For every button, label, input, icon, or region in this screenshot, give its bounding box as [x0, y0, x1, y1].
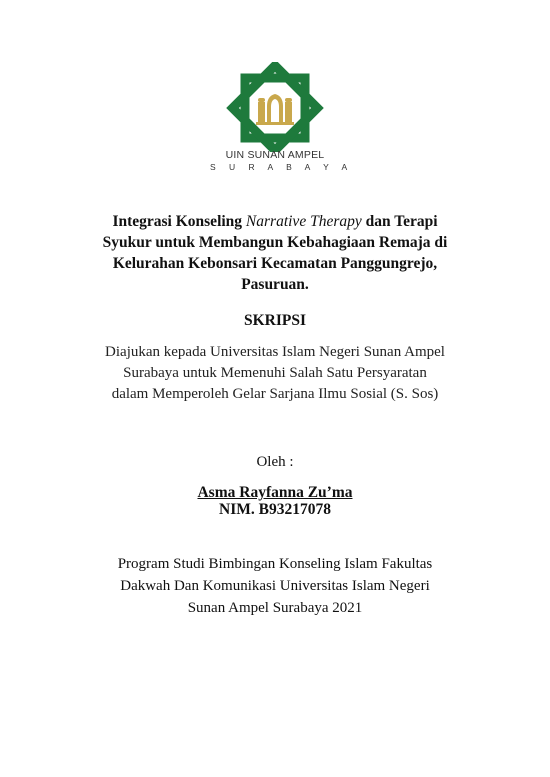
document-type: SKRIPSI	[243, 312, 307, 329]
purpose-statement	[60, 342, 490, 405]
title-line-3: Kelurahan Kebonsari Kecamatan Panggungrejo,	[112, 255, 438, 272]
program-affiliation	[60, 553, 490, 619]
university-city: S U R A B A Y A	[210, 162, 353, 172]
university-name: UIN SUNAN AMPEL	[225, 149, 325, 161]
by-label: Oleh :	[256, 454, 294, 470]
student-id: NIM. B93217078	[219, 501, 331, 518]
purpose-line: Surabaya untuk Memenuhi Salah Satu Persyaratan	[123, 365, 427, 381]
thesis-title	[70, 211, 480, 295]
title-italic-term: Narrative Therapy	[245, 213, 362, 230]
author-name: Asma Rayfanna Zu’ma	[197, 484, 353, 501]
purpose-line: dalam Memperoleh Gelar Sarjana Ilmu Sosial (S. Sos)	[111, 386, 439, 402]
title-line-2: Syukur untuk Membangun Kebahagiaan Remaja di	[102, 234, 448, 251]
title-line-1: Integrasi Konseling Narrative Therapy dan Terapi	[112, 213, 438, 230]
purpose-line: Diajukan kepada Universitas Islam Negeri Sunan Ampel	[105, 344, 445, 360]
program-line: Sunan Ampel Surabaya 2021	[187, 600, 363, 616]
program-line: Program Studi Bimbingan Konseling Islam Fakultas	[117, 556, 433, 572]
title-line-4: Pasuruan.	[241, 276, 309, 293]
program-line: Dakwah Dan Komunikasi Universitas Islam Negeri	[120, 578, 430, 594]
